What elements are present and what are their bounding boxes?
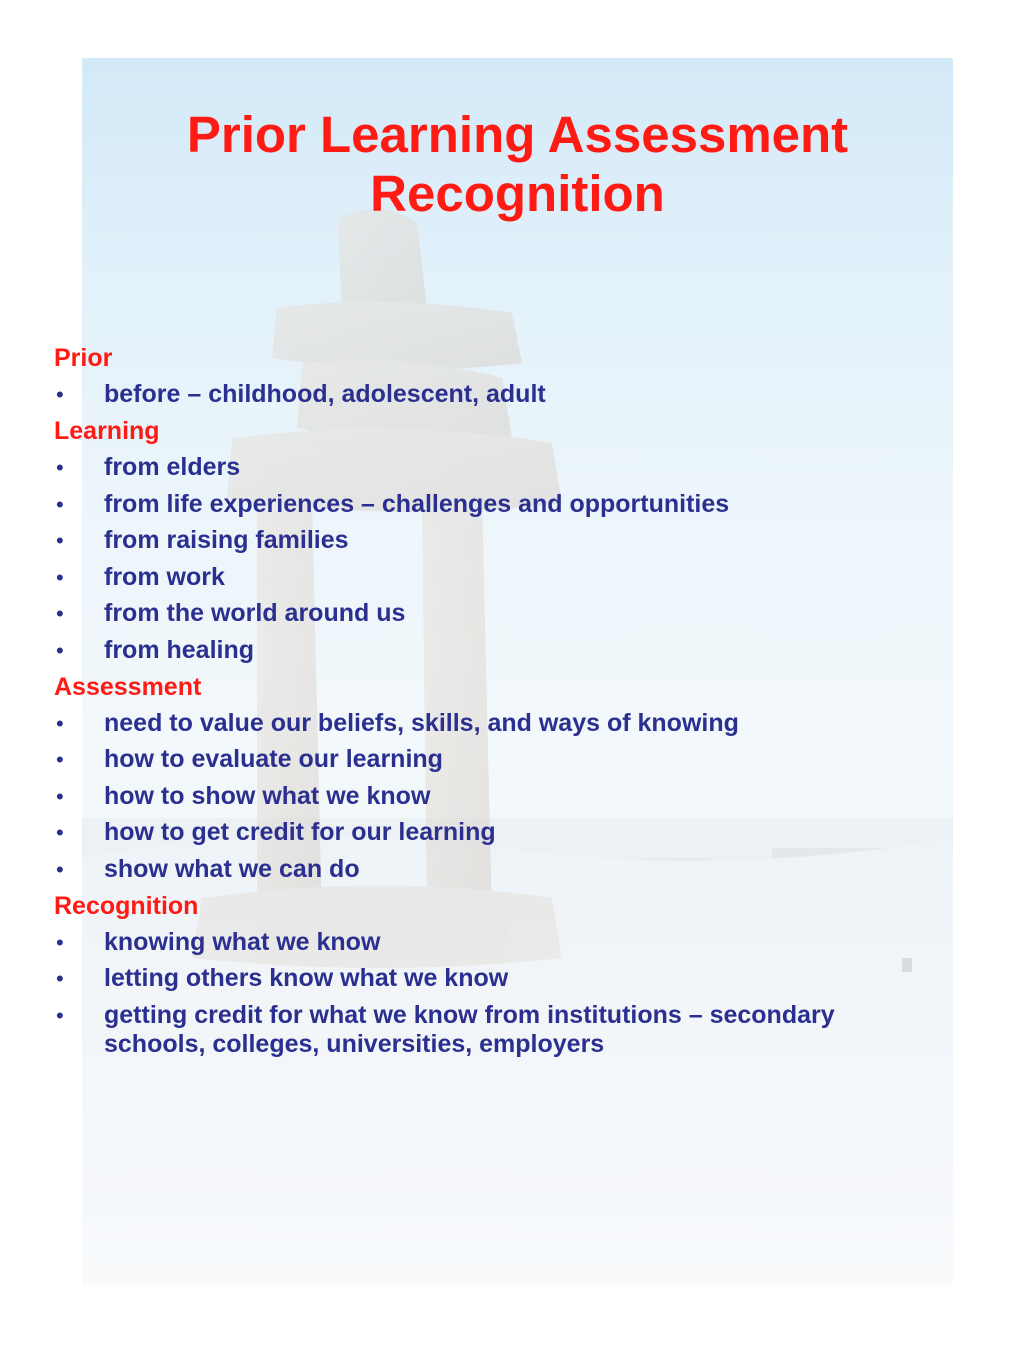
bullet-item [54,778,964,815]
slide-title [82,105,953,223]
bullet-icon: • [56,455,64,481]
section-learning [54,413,964,669]
section-heading-prior: Prior [54,344,113,372]
bullet-item [54,596,964,633]
bullet-text: from work [104,562,225,591]
bullet-list-recognition [54,924,964,1063]
slide-content [54,340,964,1063]
bullet-list-assessment [54,705,964,888]
bullet-item [54,815,964,852]
bullet-list-learning [54,450,964,669]
slide-title-line-2: Recognition [370,165,665,222]
bullet-list-prior [54,377,964,414]
bullet-icon: • [56,1002,64,1028]
bullet-item [54,997,964,1063]
bullet-text: need to value our beliefs, skills, and ways of knowing [104,708,739,737]
bullet-icon: • [56,783,64,809]
bullet-item [54,523,964,560]
bullet-item [54,450,964,487]
bullet-item [54,742,964,779]
bullet-icon: • [56,528,64,554]
bullet-text: getting credit for what we know from institutions – secondary schools, colleges, universities, employers [104,1000,835,1058]
section-heading-recognition: Recognition [54,891,199,920]
bullet-icon: • [56,966,64,992]
bullet-text: show what we can do [104,854,360,883]
bullet-item [54,705,964,742]
bullet-item [54,377,964,414]
bullet-icon: • [56,856,64,882]
section-recognition [54,888,964,1063]
bullet-text: from raising families [104,526,349,555]
bullet-text: before – childhood, adolescent, adult [104,380,546,409]
bullet-text: letting others know what we know [104,964,509,993]
bullet-item [54,961,964,998]
bullet-icon: • [56,710,64,736]
bullet-text: from healing [104,635,255,664]
bullet-text: from the world around us [104,599,406,628]
bullet-icon: • [56,747,64,773]
bullet-icon: • [56,637,64,663]
bullet-text: how to get credit for our learning [104,818,496,847]
bullet-icon: • [56,820,64,846]
bullet-icon: • [56,929,64,955]
bullet-text: how to evaluate our learning [104,745,443,774]
bullet-text: knowing what we know [104,927,381,956]
bullet-text: how to show what we know [104,781,431,810]
bullet-text: from elders [104,453,241,482]
section-heading-assessment: Assessment [54,672,202,701]
bullet-item [54,486,964,523]
bullet-text: from life experiences – challenges and opportunities [104,489,730,518]
bullet-icon: • [56,601,64,627]
bullet-item [54,851,964,888]
bullet-item [54,924,964,961]
bullet-item [54,632,964,669]
slide-title-line-1: Prior Learning Assessment [186,106,849,163]
section-assessment [54,669,964,888]
bullet-icon: • [56,564,64,590]
bullet-icon: • [56,491,64,517]
section-prior [54,340,964,413]
bullet-item [54,559,964,596]
bullet-icon: • [56,382,64,408]
section-heading-learning: Learning [54,417,160,445]
